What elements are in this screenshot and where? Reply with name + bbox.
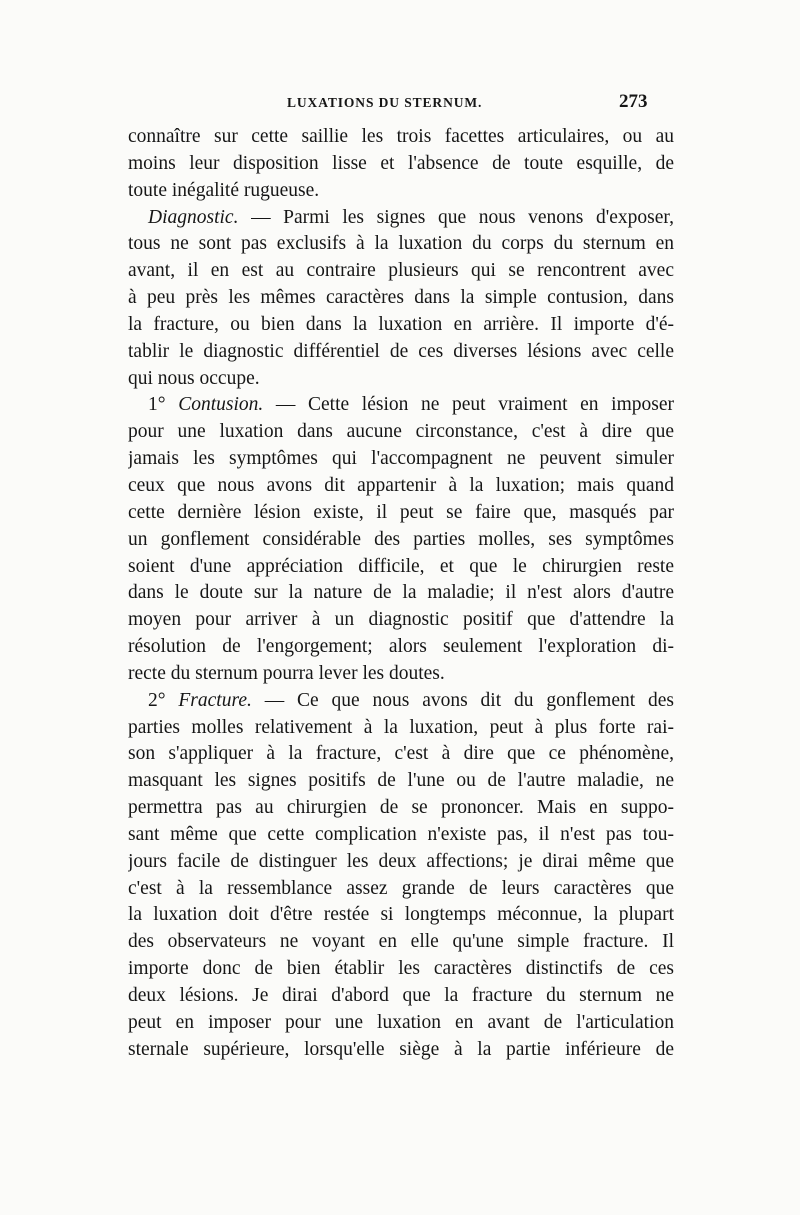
- text-line: [128, 661, 674, 688]
- line-text: un gonflement considérable des parties molles, ses symptômes: [128, 528, 674, 550]
- section-heading: Diagnostic.: [148, 206, 239, 228]
- line-text: la luxation doit d'être restée si longtemps méconnue, la plupart: [128, 904, 674, 926]
- line-text: — Cette lésion ne peut vraiment en imposer: [263, 394, 674, 416]
- text-line: [128, 366, 674, 393]
- line-text: peut en imposer pour une luxation en avant de l'articulation: [128, 1011, 674, 1033]
- text-line: [128, 500, 674, 527]
- section-heading: Fracture.: [178, 689, 252, 711]
- line-text: sant même que cette complication n'existe pas, il n'est pas tou-: [128, 823, 674, 845]
- text-line: [128, 124, 674, 151]
- line-text: jours facile de distinguer les deux affections; je dirai même que: [128, 850, 674, 872]
- line-text: soient d'une appréciation difficile, et que le chirurgien reste: [128, 555, 674, 577]
- text-line: [128, 285, 674, 312]
- text-line: [128, 634, 674, 661]
- line-text: tous ne sont pas exclusifs à la luxation du corps du sternum en: [128, 233, 674, 255]
- line-text: permettra pas au chirurgien de se prononcer. Mais en suppo-: [128, 797, 674, 819]
- paragraph: [128, 688, 674, 1064]
- text-line: [128, 983, 674, 1010]
- text-line: [128, 258, 674, 285]
- text-line: [128, 741, 674, 768]
- line-text: sternale supérieure, lorsqu'elle siège à la partie inférieure de: [128, 1038, 674, 1060]
- line-text: 2°: [148, 689, 179, 711]
- text-line: [128, 688, 674, 715]
- line-text: à peu près les mêmes caractères dans la simple contusion, dans: [128, 287, 674, 309]
- text-line: [128, 1010, 674, 1037]
- text-line: [128, 822, 674, 849]
- line-text: jamais les symptômes qui l'accompagnent ne peuvent simuler: [128, 448, 674, 470]
- body-text: [128, 124, 674, 1064]
- text-line: [128, 446, 674, 473]
- text-line: [128, 929, 674, 956]
- line-text: parties molles relativement à la luxation, peut à plus forte rai-: [128, 716, 674, 738]
- paragraph: [128, 205, 674, 393]
- line-text: moins leur disposition lisse et l'absence de toute esquille, de: [128, 152, 674, 174]
- line-text: importe donc de bien établir les caractères distinctifs de ces: [128, 958, 674, 980]
- line-text: résolution de l'engorgement; alors seulement l'exploration di-: [128, 636, 674, 658]
- text-line: [128, 554, 674, 581]
- text-line: [128, 795, 674, 822]
- text-line: [128, 339, 674, 366]
- text-line: [128, 956, 674, 983]
- text-line: [128, 151, 674, 178]
- line-text: 1°: [148, 394, 179, 416]
- line-text: dans le doute sur la nature de la maladie; il n'est alors d'autre: [128, 582, 674, 604]
- paragraph: [128, 124, 674, 205]
- line-text: — Parmi les signes que nous venons d'exposer,: [238, 206, 674, 228]
- line-text: connaître sur cette saillie les trois facettes articulaires, ou au: [128, 126, 674, 147]
- text-line: [128, 178, 674, 205]
- line-text: — Ce que nous avons dit du gonflement des: [251, 689, 674, 711]
- text-line: [128, 527, 674, 554]
- text-line: [128, 231, 674, 258]
- paragraph: [128, 392, 674, 687]
- text-line: [128, 902, 674, 929]
- section-heading: Contusion.: [178, 394, 264, 416]
- line-text: son s'appliquer à la fracture, c'est à dire que ce phénomène,: [128, 743, 674, 765]
- text-line: [128, 205, 674, 232]
- line-text: moyen pour arriver à un diagnostic positif que d'attendre la: [128, 609, 674, 631]
- text-line: [128, 419, 674, 446]
- line-text: avant, il en est au contraire plusieurs qui se rencontrent avec: [128, 260, 674, 282]
- line-text: toute inégalité rugueuse.: [128, 179, 320, 201]
- text-line: [128, 715, 674, 742]
- line-text: deux lésions. Je dirai d'abord que la fracture du sternum ne: [128, 985, 674, 1006]
- text-line: [128, 768, 674, 795]
- text-line: [128, 392, 674, 419]
- line-text: qui nous occupe.: [128, 367, 260, 389]
- text-line: [128, 849, 674, 876]
- text-line: [128, 473, 674, 500]
- text-line: [128, 607, 674, 634]
- line-text: ceux que nous avons dit appartenir à la luxation; mais quand: [128, 474, 674, 496]
- line-text: cette dernière lésion existe, il peut se faire que, masqués par: [128, 501, 674, 523]
- line-text: la fracture, ou bien dans la luxation en arrière. Il importe d'é-: [128, 313, 674, 335]
- line-text: pour une luxation dans aucune circonstance, c'est à dire que: [128, 421, 674, 443]
- line-text: recte du sternum pourra lever les doutes.: [128, 662, 445, 684]
- text-line: [128, 876, 674, 903]
- text-line: [128, 1037, 674, 1064]
- running-title: LUXATIONS DU STERNUM.: [287, 95, 483, 110]
- page-number: 273: [619, 91, 648, 112]
- text-line: [128, 312, 674, 339]
- line-text: tablir le diagnostic différentiel de ces diverses lésions avec celle: [128, 340, 674, 362]
- line-text: masquant les signes positifs de l'une ou de l'autre maladie, ne: [128, 770, 674, 792]
- line-text: des observateurs ne voyant en elle qu'une simple fracture. Il: [128, 931, 674, 953]
- text-line: [128, 580, 674, 607]
- line-text: c'est à la ressemblance assez grande de leurs caractères que: [128, 877, 674, 899]
